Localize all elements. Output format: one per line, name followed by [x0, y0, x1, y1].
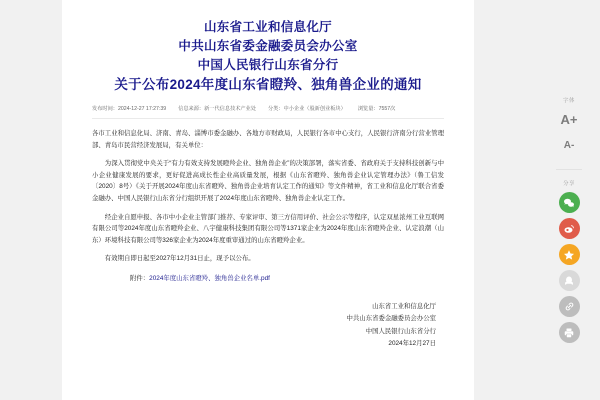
weibo-icon[interactable]	[559, 218, 580, 239]
signature-line-3: 中国人民银行山东省分行	[365, 327, 436, 335]
paragraph-salutation: 各市工业和信息化局、济南、青岛、淄博市委金融办、各地方市财政局，人民银行各市中心支行，人民银行济南分行营业管理部、青岛市民营经济发展局，有关单位：	[92, 130, 444, 149]
document-content	[92, 128, 444, 265]
paragraph-1: 为深入贯彻党中央关于“有力有效支持发展瞪羚企业、独角兽企业”的决策部署，落实省委、省政府关于支持科技创新与中小企业健康发展的要求，更好促进高成长性企业高质量发展，根据《山东省瞪羚、独角兽企业认定管理办法》（鲁工信发〔2020〕8号）《关于开展2024年度山东省瞪羚、独角兽企业培育认定工作的通知》等文件精神，省工业和信息化厅联合省委金融办、中国人民银行山东省分行组织开展了2024年度山东省瞪羚、独角兽企业认定工作。	[92, 160, 444, 202]
share-label: 分享	[563, 181, 575, 187]
qq-icon[interactable]	[559, 270, 580, 291]
paragraph-3: 有效期自即日起至2027年12月31日止，现予以公布。	[104, 255, 255, 263]
signature-line-1: 山东省工业和信息化厅	[372, 302, 436, 310]
paragraph-2: 经企业自愿申报、各市中小企业主管部门推荐、专家评审、第三方信用评价、社会公示等程序，认定双星浓州工业互联网有限公司等2024年度山东省瞪羚企业、八宇健康科技集团有限公司等1371家企业为2024年度山东省瞪羚企业、认定浪潮（山东）环境科技有限公司等326家企业为2024年度重审通过的山东省瞪羚企业。	[92, 213, 444, 244]
font-size-group	[559, 96, 580, 156]
document-meta	[92, 105, 444, 119]
attachment-link[interactable]: 2024年度山东省瞪羚、独角兽企业名单.pdf	[149, 274, 270, 282]
attachment-row	[92, 273, 444, 285]
side-toolbar	[546, 96, 592, 349]
print-icon[interactable]	[559, 322, 580, 343]
meta-source: 信息来源：新一代信息技术产业处	[178, 106, 256, 112]
meta-publish-time: 发布时间：2024-12-27 17:27:39	[92, 106, 167, 112]
font-size-decrease-button[interactable]: A-	[563, 139, 575, 151]
meta-views: 浏览量：7557次	[357, 106, 396, 112]
signature-line-2: 中共山东省委金融委员会办公室	[346, 315, 436, 323]
signature-date: 2024年12月27日	[388, 340, 436, 348]
title-main: 关于公布2024年度山东省瞪羚、独角兽企业的通知	[114, 77, 422, 92]
wechat-icon[interactable]	[559, 192, 580, 213]
document-page	[62, 0, 474, 400]
title-line-3: 中国人民银行山东省分行	[197, 58, 339, 72]
link-icon[interactable]	[559, 296, 580, 317]
toolbar-divider	[556, 169, 582, 170]
font-size-label: 字体	[563, 98, 575, 104]
signature-block	[92, 301, 444, 351]
page-title	[92, 18, 444, 94]
title-line-2: 中共山东省委金融委员会办公室	[178, 39, 358, 53]
document-body	[62, 0, 474, 351]
font-size-increase-button[interactable]: A+	[560, 112, 578, 127]
share-group	[559, 179, 580, 343]
meta-classification: 分类：中小企业（股新创业板块）	[267, 106, 346, 112]
star-icon[interactable]	[559, 244, 580, 265]
attachment-label: 附件：	[130, 274, 150, 282]
title-line-1: 山东省工业和信息化厅	[203, 20, 332, 34]
